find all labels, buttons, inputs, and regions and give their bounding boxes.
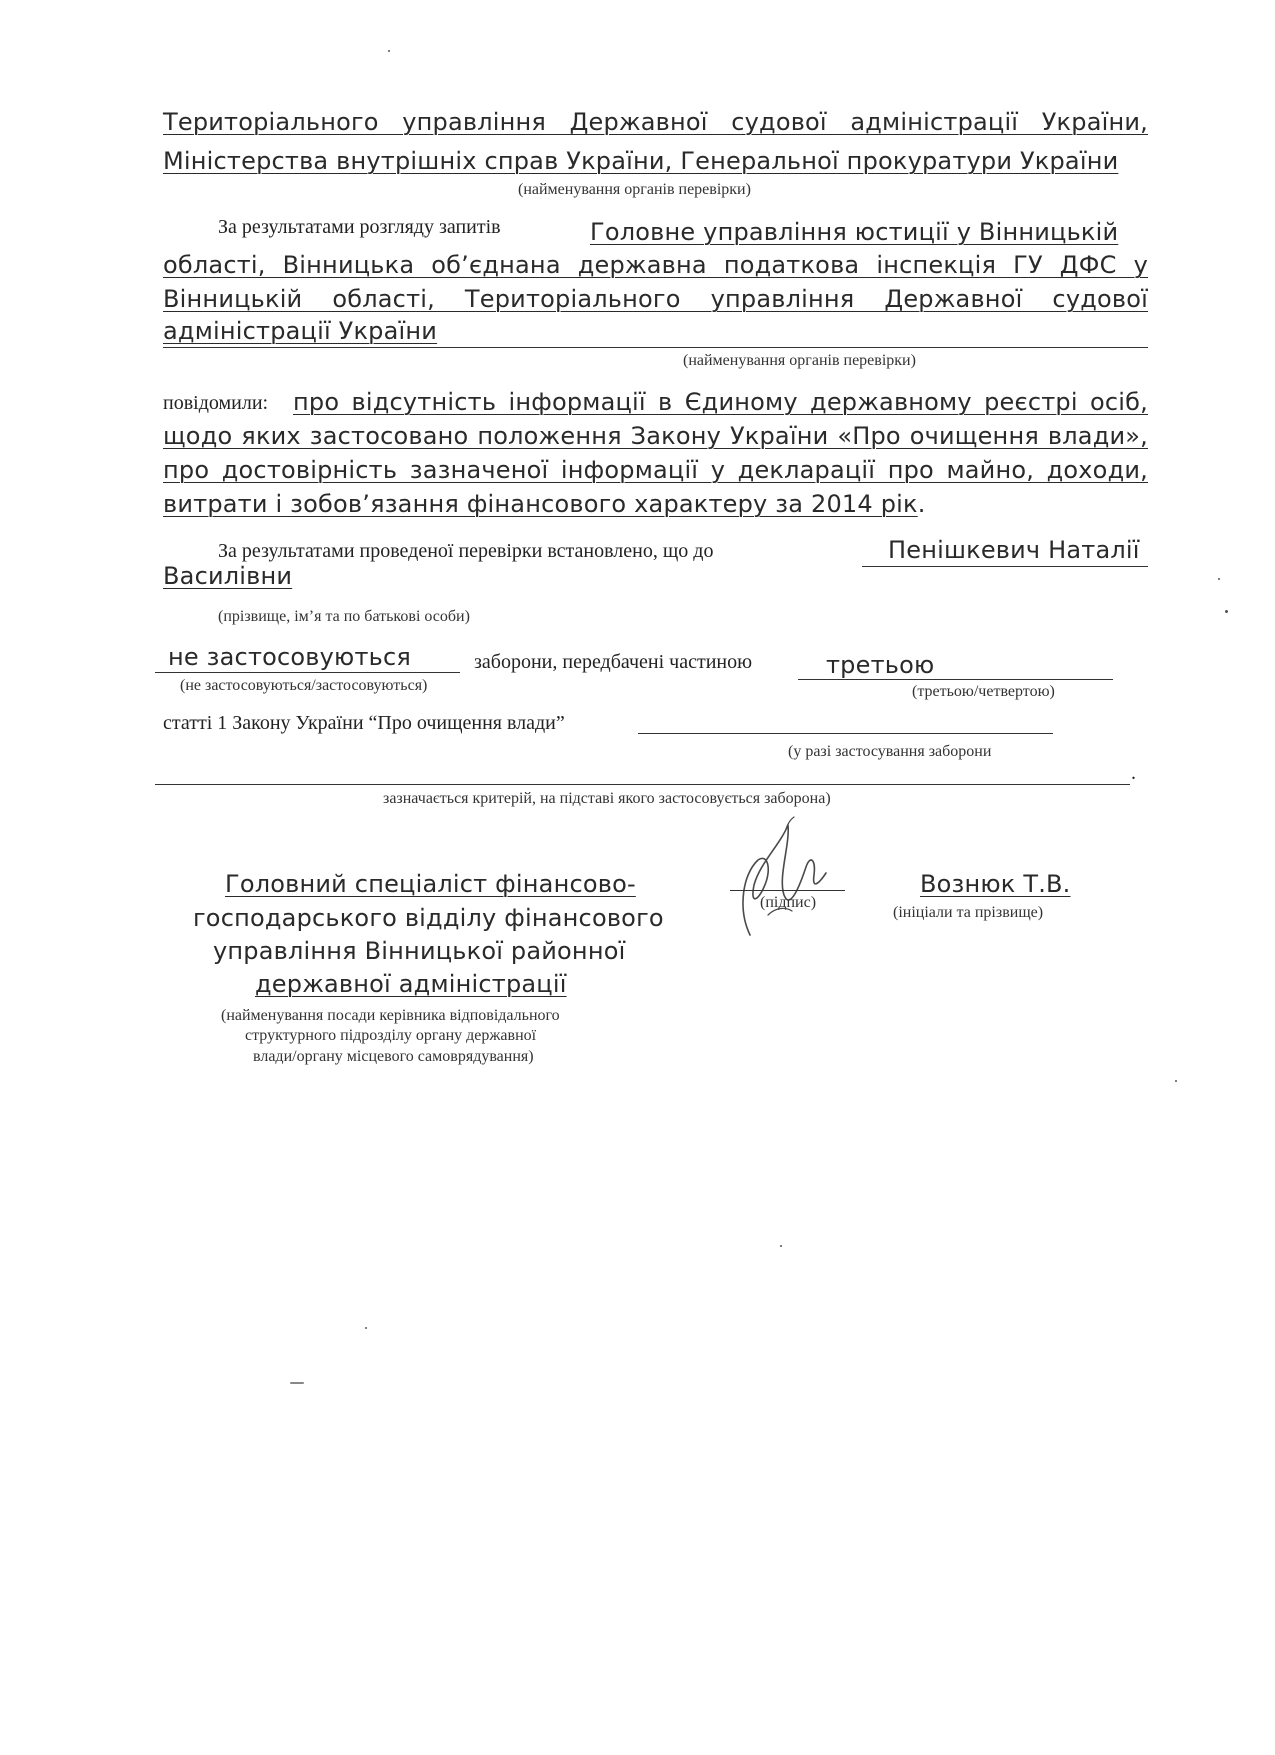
person-name-line-1: Пенішкевич Наталії — [888, 536, 1140, 564]
ban-condition-caption: (у разі застосування заборони — [788, 743, 992, 760]
reported-line-4-wrap — [163, 490, 926, 518]
scan-speck — [1218, 578, 1220, 580]
article-rule — [638, 733, 1053, 734]
reported-line-4-end: . — [917, 490, 926, 518]
agencies-line-2: Міністерства внутрішніх справ України, Генеральної прокуратури України — [163, 147, 1119, 175]
reported-line-2: щодо яких застосовано положення Закону України «Про очищення влади», — [163, 422, 1148, 450]
scan-speck — [388, 50, 390, 52]
result-lead: За результатами проведеної перевірки встановлено, що до — [218, 540, 714, 562]
position-line-3: управління Вінницької районної — [213, 937, 626, 965]
reported-lead: повідомили: — [163, 392, 269, 414]
scan-speck — [290, 1382, 304, 1384]
scan-speck — [1225, 610, 1228, 613]
person-name-line-2: Василівни — [163, 562, 293, 590]
handwritten-signature — [728, 815, 838, 945]
scan-speck — [365, 1327, 367, 1329]
signature-caption: (підпис) — [760, 894, 817, 911]
reported-line-3: про достовірність зазначеної інформації у декларації про майно, доходи, — [163, 456, 1148, 484]
criterion-caption: зазначається критерій, на підставі якого застосовується заборона) — [383, 790, 831, 807]
agencies-caption: (найменування органів перевірки) — [518, 181, 751, 198]
requests-line-1-fill: Головне управління юстиції у Вінницькій — [590, 218, 1119, 246]
requests-lead: За результатами розгляду запитів — [218, 216, 501, 238]
position-line-2: господарського відділу фінансового — [193, 904, 664, 932]
reported-line-4: витрати і зобов’язання фінансового характеру за 2014 рік — [163, 490, 918, 518]
scan-speck — [1175, 1080, 1177, 1082]
position-line-4: державної адміністрації — [255, 970, 567, 998]
position-caption-2: структурного підрозділу органу державної — [245, 1027, 537, 1044]
criterion-rule — [155, 784, 1130, 785]
signature-rule — [730, 890, 845, 891]
ban-part-rule — [798, 679, 1113, 680]
ban-part-caption: (третьою/четвертою) — [912, 683, 1055, 700]
requests-line-3: Вінницькій області, Територіального управління Державної судової — [163, 285, 1148, 313]
requests-caption: (найменування органів перевірки) — [683, 352, 916, 369]
signer-name-caption: (ініціали та прізвище) — [893, 904, 1044, 921]
person-name-caption: (прізвище, ім’я та по батькові особи) — [218, 608, 470, 625]
ban-applied-text: заборони, передбачені частиною — [474, 651, 753, 673]
scan-speck — [780, 1245, 782, 1247]
agencies-line-1: Територіального управління Державної судової адміністрації України, — [163, 108, 1148, 136]
position-caption-3: влади/органу місцевого самоврядування) — [253, 1048, 534, 1065]
ban-applied-caption: (не застосовуються/застосовуються) — [180, 677, 428, 694]
criterion-period: . — [1131, 762, 1136, 784]
ban-part-value: третьою — [826, 651, 935, 679]
ban-applied-rule — [155, 672, 460, 673]
requests-line-2: області, Вінницька об’єднана державна податкова інспекція ГУ ДФС у — [163, 251, 1148, 279]
ban-applied-value: не застосовуються — [168, 643, 412, 671]
position-caption-1: (найменування посади керівника відповідального — [221, 1007, 560, 1024]
signer-name: Вознюк Т.В. — [920, 870, 1071, 898]
position-line-1: Головний спеціаліст фінансово- — [225, 870, 636, 898]
article-text: статті 1 Закону України “Про очищення влади” — [163, 712, 565, 734]
requests-line-4: адміністрації України — [163, 317, 438, 345]
person-name-rule — [862, 566, 1148, 567]
requests-line-4-rule — [163, 347, 1148, 348]
reported-line-1-fill: про відсутність інформації в Єдиному державному реєстрі осіб, — [293, 388, 1148, 416]
